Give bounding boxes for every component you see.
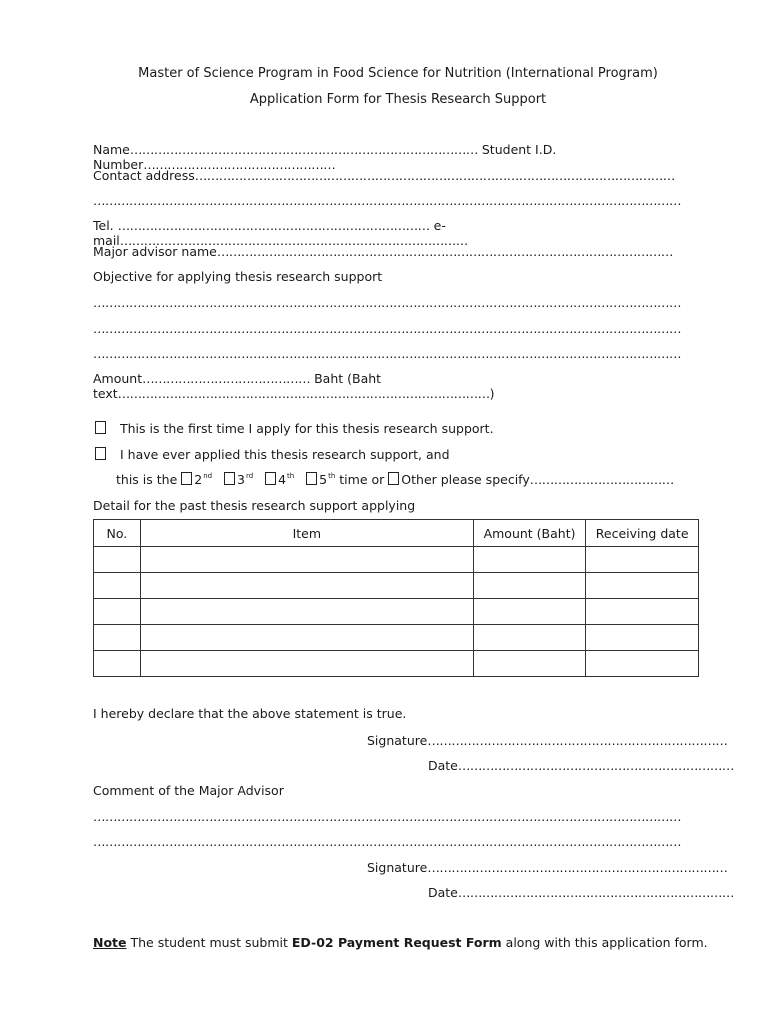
ever-applied-option	[95, 447, 450, 462]
table-cell[interactable]	[94, 625, 141, 651]
advisor-signature-label: Signature	[367, 860, 428, 875]
first-time-label: This is the first time I apply for this thesis research support.	[119, 421, 494, 436]
table-cell[interactable]	[473, 573, 586, 599]
first-time-checkbox[interactable]	[95, 421, 106, 434]
email-field[interactable]: ……………………………………………………………………………	[119, 233, 468, 248]
declaration-date-label: Date	[428, 758, 458, 773]
note-text-2: along with this application form.	[501, 935, 708, 950]
table-cell[interactable]	[586, 547, 699, 573]
declaration-signature-field[interactable]: …………………………………………………………………	[427, 733, 728, 748]
third-checkbox[interactable]	[224, 472, 235, 485]
table-row	[94, 651, 699, 677]
declaration-statement: I hereby declare that the above statement is true.	[93, 706, 407, 721]
table-cell[interactable]	[473, 599, 586, 625]
declaration-signature-label: Signature	[367, 733, 428, 748]
table-cell[interactable]	[140, 547, 473, 573]
name-field[interactable]: ……………………………………………………………………………	[129, 142, 478, 157]
table-row	[94, 547, 699, 573]
first-time-option	[95, 421, 494, 436]
fourth-checkbox[interactable]	[265, 472, 276, 485]
advisor-signature-field[interactable]: …………………………………………………………………	[427, 860, 728, 875]
declaration-date-field[interactable]: ……………………………………………………………	[457, 758, 734, 773]
baht-text-field[interactable]: …………………………………………………………………………………	[117, 386, 490, 401]
table-cell[interactable]	[94, 547, 141, 573]
amount-field[interactable]: ……………………………………	[142, 371, 311, 386]
times-row	[116, 472, 674, 487]
email-label: e-mail	[93, 218, 446, 248]
amount-label: Amount	[93, 371, 143, 386]
student-id-field[interactable]: …………………………………………	[143, 157, 336, 172]
other-label: Other please specify	[401, 472, 530, 487]
objective-line-3[interactable]: …………………………………………………………………………………………………………………………………	[93, 346, 681, 361]
fourth-label: 4th	[278, 472, 295, 487]
advisor-date-row	[428, 885, 734, 900]
table-cell[interactable]	[94, 573, 141, 599]
time-or-label: time or	[339, 472, 385, 487]
fifth-label: 5th	[319, 472, 336, 487]
history-table	[93, 519, 699, 677]
table-row	[94, 599, 699, 625]
table-cell[interactable]	[94, 651, 141, 677]
advisor-signature-row	[367, 860, 727, 875]
table-cell[interactable]	[586, 651, 699, 677]
ever-applied-label: I have ever applied this thesis research support, and	[119, 447, 450, 462]
other-checkbox[interactable]	[388, 472, 399, 485]
fifth-checkbox[interactable]	[306, 472, 317, 485]
declaration-signature-row	[367, 733, 727, 748]
history-header-row	[94, 520, 699, 547]
other-field[interactable]: ………………………………	[529, 472, 674, 487]
col-receiving-date: Receiving date	[586, 520, 699, 547]
note-text-1: The student must submit	[126, 935, 292, 950]
tel-field[interactable]: ……………………………………………………………………	[117, 218, 430, 233]
table-cell[interactable]	[586, 625, 699, 651]
third-label: 3rd	[237, 472, 254, 487]
history-title: Detail for the past thesis research support applying	[93, 498, 416, 513]
contact-label: Contact address	[93, 168, 195, 183]
amount-row	[93, 371, 770, 401]
table-cell[interactable]	[473, 625, 586, 651]
advisor-comment-title: Comment of the Major Advisor	[93, 783, 284, 798]
table-cell[interactable]	[586, 573, 699, 599]
col-item: Item	[140, 520, 473, 547]
col-no: No.	[94, 520, 141, 547]
table-cell[interactable]	[140, 625, 473, 651]
table-cell[interactable]	[140, 599, 473, 625]
objective-label: Objective for applying thesis research support	[93, 269, 383, 284]
baht-close: )	[489, 386, 495, 401]
note-label: Note	[93, 935, 127, 950]
advisor-row	[93, 244, 673, 259]
contact-row	[93, 168, 675, 183]
this-is-the-label: this is the	[116, 472, 178, 487]
student-id-label: Student I.D. Number	[93, 142, 557, 172]
form-title: Application Form for Thesis Research Support	[249, 92, 547, 107]
table-cell[interactable]	[94, 599, 141, 625]
second-label: 2nd	[194, 472, 213, 487]
tel-label: Tel.	[93, 218, 114, 233]
advisor-field[interactable]: ……………………………………………………………………………………………………	[216, 244, 673, 259]
declaration-date-row	[428, 758, 734, 773]
contact-field[interactable]: …………………………………………………………………………………………………………	[194, 168, 675, 183]
name-label: Name	[93, 142, 130, 157]
table-cell[interactable]	[586, 599, 699, 625]
advisor-label: Major advisor name	[93, 244, 217, 259]
advisor-date-field[interactable]: ……………………………………………………………	[457, 885, 734, 900]
program-title: Master of Science Program in Food Science for Nutrition (International Program)	[138, 66, 658, 81]
advisor-date-label: Date	[428, 885, 458, 900]
table-cell[interactable]	[473, 547, 586, 573]
table-row	[94, 625, 699, 651]
table-cell[interactable]	[473, 651, 586, 677]
note-form-name: ED-02 Payment Request Form	[291, 935, 502, 950]
note	[93, 935, 708, 950]
advisor-comment-line-1[interactable]: …………………………………………………………………………………………………………………………………	[93, 809, 681, 824]
table-row	[94, 573, 699, 599]
baht-text-label: Baht (Baht text	[93, 371, 382, 401]
table-cell[interactable]	[140, 573, 473, 599]
table-cell[interactable]	[140, 651, 473, 677]
ever-applied-checkbox[interactable]	[95, 447, 106, 460]
objective-line-1[interactable]: …………………………………………………………………………………………………………………………………	[93, 295, 681, 310]
contact-field-line-2[interactable]: …………………………………………………………………………………………………………………………………	[93, 193, 681, 208]
col-amount: Amount (Baht)	[473, 520, 586, 547]
second-checkbox[interactable]	[181, 472, 192, 485]
advisor-comment-line-2[interactable]: …………………………………………………………………………………………………………………………………	[93, 834, 681, 849]
objective-line-2[interactable]: …………………………………………………………………………………………………………………………………	[93, 321, 681, 336]
